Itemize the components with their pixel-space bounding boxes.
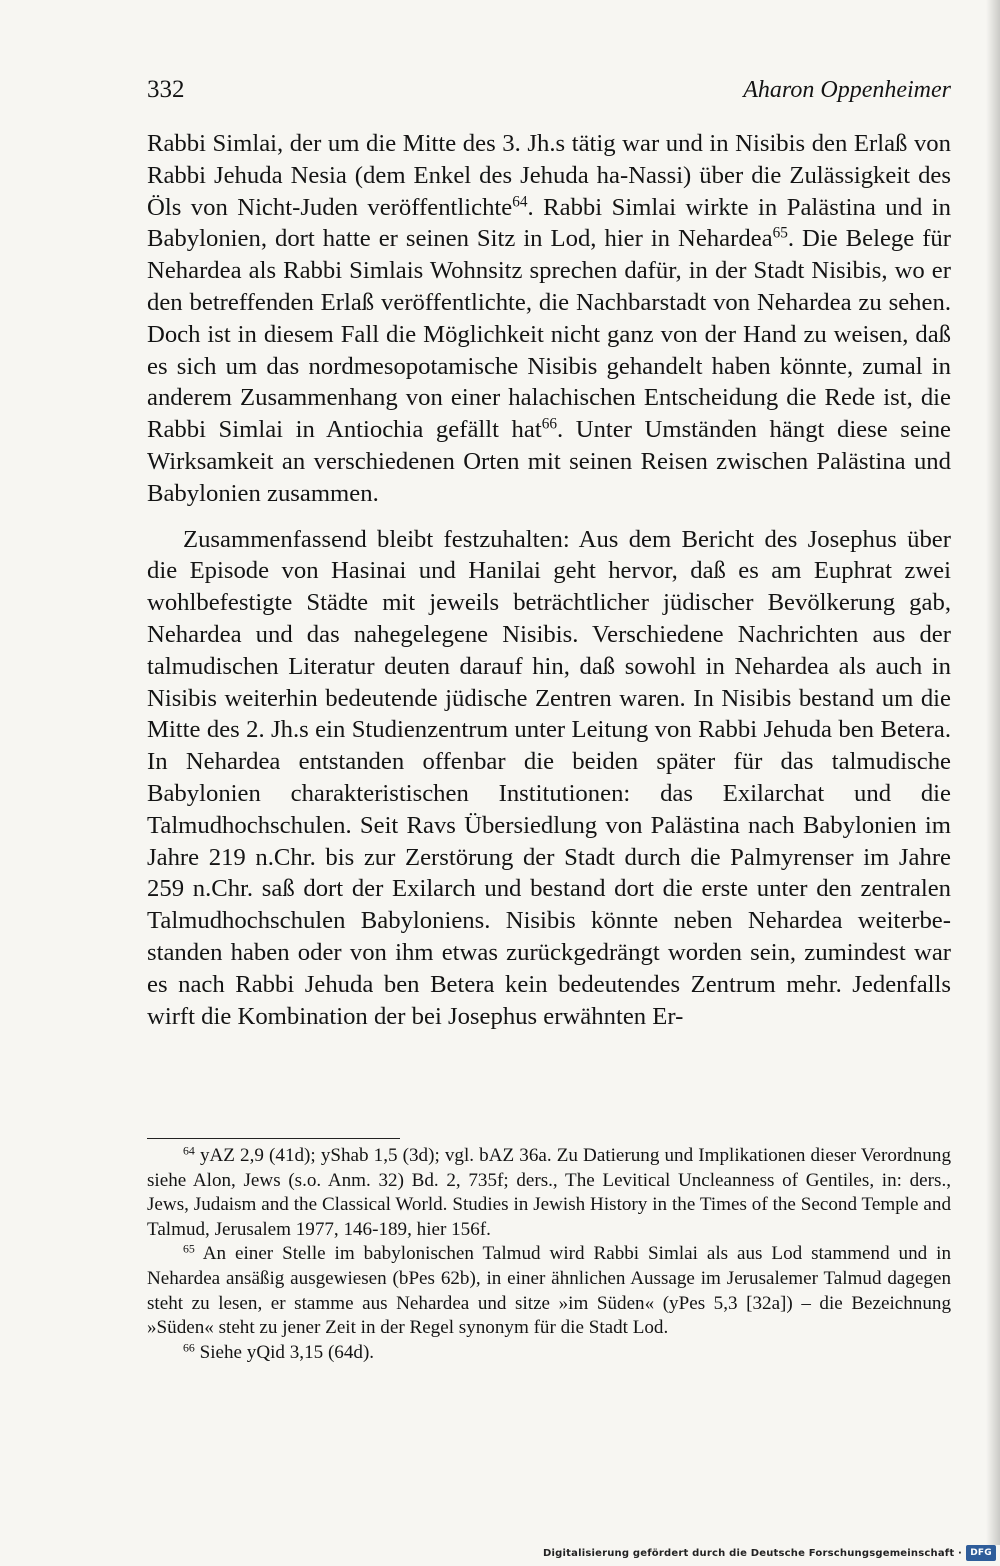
- footnote-reference: 65: [772, 224, 788, 242]
- footnote-reference: 66: [541, 415, 558, 433]
- digitization-footer: [543, 1544, 996, 1562]
- footnote-number: 66: [183, 1340, 195, 1355]
- text-run: . Unter Umständen hängt diese seine Wirksamkeit an verschiedenen Orten mit seinen Reisen zwischen Palästina und Babylonien zusammen.: [147, 416, 951, 507]
- dfg-logo-icon: DFG: [966, 1545, 996, 1561]
- paragraph-1: [147, 128, 951, 510]
- text-run: . Rabbi Simlai wirkte in Palästina und in Babylonien, dort hatte er seinen Sitz in Lod, hier in Nehardea: [147, 193, 951, 253]
- footnote-66: [147, 1341, 951, 1366]
- footnotes: [147, 1144, 951, 1365]
- footnote-65: [147, 1242, 951, 1340]
- running-head: Aharon Oppenheimer: [743, 77, 951, 103]
- footnote-number: 65: [183, 1241, 195, 1256]
- text-run: Zusammenfassend bleibt festzuhalten: Aus dem Bericht des Josephus über die Episode von Hasinai und Hanilai geht hervor, daß es am Euphrat zwei wohlbefestigte Städte mit jeweils beträchtlicher jüdischer Bevölkerung gab, Nehardea und das nahegelegene Nisibis. Verschiedene Nachrichten aus der talmudischen Literatur deuten darauf hin, daß sowohl in Nehardea als auch in Nisibis weiterhin bedeutende jüdische Zentren waren. In Nisibis bestand um die Mitte des 2. Jh.s ein Studienzentrum unter Leitung von Rabbi Jehuda ben Betera. In Nehardea entstanden offenbar die beiden später für das talmudische Babylonien charakteristischen Institutionen: das Exilarchat und die Talmudhochschulen. Seit Ravs Übersiedlung von Palästina nach Babylonien im Jahre 219 n.Chr. bis zur Zerstörung der Stadt durch die Palmyrenser im Jahre 259 n.Chr. saß dort der Exilarch und bestand dort die erste unter den zentralen Talmudhochschulen Babyloniens. Nisibis könnte neben Nehardea weiterbestanden haben oder von ihm etwas zurückgedrängt worden sein, zumindest war es nach Rabbi Jehuda ben Betera kein bedeutendes Zentrum mehr. Jedenfalls wirft die Kombination der bei Josephus erwähnten Er-: [147, 525, 951, 1030]
- page-header: [147, 72, 951, 108]
- text-run: . Die Belege für Nehardea als Rabbi Simlais Wohnsitz sprechen dafür, in der Stadt Nisibis, wo er den betreffenden Erlaß veröffentlichte, die Nachbarstadt von Nehardea zu sehen. Doch ist in diesem Fall die Möglichkeit nicht ganz von der Hand zu weisen, daß es sich um das nordmesopotamische Nisibis gehandelt haben könnte, zumal in anderem Zusammenhang von einer halachischen Entscheidung die Rede ist, die Rabbi Simlai in Antiochia gefällt hat: [147, 225, 951, 444]
- footnote-text: Siehe yQid 3,15 (64d).: [194, 1341, 375, 1363]
- funding-credit: Digitalisierung gefördert durch die Deutsche Forschungsgemeinschaft ·: [543, 1547, 962, 1559]
- main-text: [147, 128, 951, 1032]
- footnote-text: An einer Stelle im babylonischen Talmud wird Rabbi Simlai als aus Lod stammend und in Nehardea ansäßig ausgewiesen (bPes 62b), in einer ähnlichen Aussage im Jerusalemer Talmud dagegen steht zu lesen, er stamme aus Nehardea und sitze »im Süden« (yPes 5,3 [32a]) – die Bezeichnung »Süden« steht zu jener Zeit in der Regel synonym für die Stadt Lod.: [147, 1243, 951, 1339]
- paragraph-2: [147, 524, 951, 1033]
- footnote-number: 64: [183, 1143, 195, 1158]
- page-number: 332: [147, 76, 185, 103]
- page-edge-shadow: [986, 0, 1000, 1545]
- footnote-text: yAZ 2,9 (41d); yShab 1,5 (3d); vgl. bAZ 36a. Zu Datierung und Implikationen dieser Verordnung siehe Alon, Jews (s.o. Anm. 32) Bd. 2, 735f; ders., The Levitical Uncleanness of Gentiles, in: ders., Jews, Judaism and the Classical World. Studies in Jewish History in the Times of the Second Temple and Talmud, Jerusalem 1977, 146-189, hier 156f.: [147, 1145, 951, 1240]
- footnote-separator: [147, 1138, 400, 1139]
- footnote-reference: 64: [512, 193, 528, 211]
- text-run: Rabbi Simlai, der um die Mitte des 3. Jh.s tätig war und in Nisibis den Erlaß von Rabbi Jehuda Nesia (dem Enkel des Jehuda ha-Nassi) über die Zulässigkeit des Öls von Nicht-Juden veröffentlichte: [147, 130, 951, 221]
- footnote-64: [147, 1144, 951, 1242]
